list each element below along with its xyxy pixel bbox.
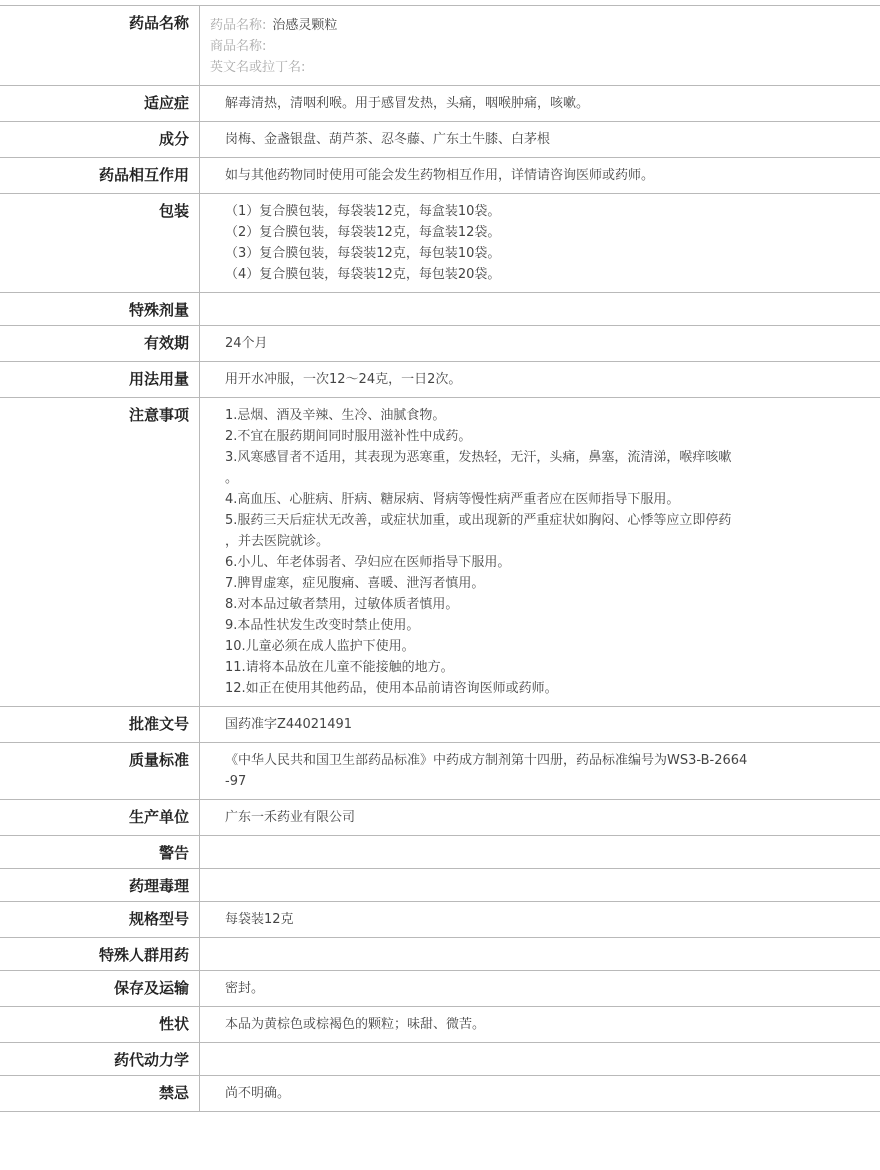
row-label: 药品名称 bbox=[0, 6, 200, 86]
table-row bbox=[0, 902, 880, 938]
value-line: 10.儿童必须在成人监护下使用。 bbox=[225, 639, 415, 654]
value-line: 6.小儿、年老体弱者、孕妇应在医师指导下服用。 bbox=[225, 555, 511, 570]
table-row bbox=[0, 971, 880, 1007]
row-value bbox=[200, 869, 880, 902]
row-label: 禁忌 bbox=[0, 1076, 200, 1112]
generic-name-row bbox=[210, 15, 880, 36]
row-drug-name bbox=[0, 6, 880, 86]
row-value bbox=[200, 836, 880, 869]
value-line: 尚不明确。 bbox=[225, 1086, 291, 1101]
latin-name-key: 英文名或拉丁名: bbox=[210, 60, 306, 75]
latin-name-row bbox=[210, 57, 880, 78]
value-line: 11.请将本品放在儿童不能接触的地方。 bbox=[225, 660, 454, 675]
value-line: （3）复合膜包装，每袋装12克，每包装10袋。 bbox=[225, 246, 501, 261]
name-block bbox=[200, 6, 880, 86]
trade-name-row bbox=[210, 36, 880, 57]
value-line: 1.忌烟、酒及辛辣、生冷、油腻食物。 bbox=[225, 408, 446, 423]
table-row bbox=[0, 194, 880, 293]
row-value bbox=[200, 86, 880, 122]
row-value bbox=[200, 398, 880, 707]
row-value bbox=[200, 800, 880, 836]
value-line: （2）复合膜包装，每袋装12克，每盒装12袋。 bbox=[225, 225, 501, 240]
row-value bbox=[200, 971, 880, 1007]
row-label: 成分 bbox=[0, 122, 200, 158]
table-row bbox=[0, 743, 880, 800]
table-row bbox=[0, 293, 880, 326]
row-label: 特殊人群用药 bbox=[0, 938, 200, 971]
value-line: （1）复合膜包装，每袋装12克，每盒装10袋。 bbox=[225, 204, 501, 219]
table-row bbox=[0, 158, 880, 194]
value-line: 8.对本品过敏者禁用，过敏体质者慎用。 bbox=[225, 597, 459, 612]
table-row bbox=[0, 869, 880, 902]
row-value bbox=[200, 194, 880, 293]
row-value bbox=[200, 902, 880, 938]
value-line: 。 bbox=[225, 471, 239, 486]
row-label: 生产单位 bbox=[0, 800, 200, 836]
table-row bbox=[0, 1043, 880, 1076]
row-value bbox=[200, 938, 880, 971]
table-row bbox=[0, 398, 880, 707]
value-line: 如与其他药物同时使用可能会发生药物相互作用，详情请咨询医师或药师。 bbox=[225, 168, 655, 183]
row-label: 注意事项 bbox=[0, 398, 200, 707]
row-label: 药理毒理 bbox=[0, 869, 200, 902]
table-row bbox=[0, 800, 880, 836]
row-label: 规格型号 bbox=[0, 902, 200, 938]
value-line: ，并去医院就诊。 bbox=[225, 534, 330, 549]
row-label: 药品相互作用 bbox=[0, 158, 200, 194]
value-line: 《中华人民共和国卫生部药品标准》中药成方制剂第十四册，药品标准编号为WS3-B-2664 bbox=[225, 753, 748, 768]
row-label: 质量标准 bbox=[0, 743, 200, 800]
table-row bbox=[0, 836, 880, 869]
value-line: 12.如正在使用其他药品，使用本品前请咨询医师或药师。 bbox=[225, 681, 558, 696]
value-line: 5.服药三天后症状无改善，或症状加重，或出现新的严重症状如胸闷、心悸等应立即停药 bbox=[225, 513, 732, 528]
table-row bbox=[0, 86, 880, 122]
row-value bbox=[200, 743, 880, 800]
row-label: 药代动力学 bbox=[0, 1043, 200, 1076]
value-line: 3.风寒感冒者不适用，其表现为恶寒重，发热轻，无汗，头痛，鼻塞，流清涕，喉痒咳嗽 bbox=[225, 450, 732, 465]
value-line: 每袋装12克 bbox=[225, 912, 294, 927]
generic-name-value: 治感灵颗粒 bbox=[272, 18, 338, 33]
row-label: 适应症 bbox=[0, 86, 200, 122]
drug-info-table bbox=[0, 5, 880, 1112]
value-line: -97 bbox=[225, 774, 247, 789]
table-row bbox=[0, 1076, 880, 1112]
table-row bbox=[0, 326, 880, 362]
row-value bbox=[200, 122, 880, 158]
table-row bbox=[0, 1007, 880, 1043]
value-line: 岗梅、金盏银盘、葫芦茶、忍冬藤、广东土牛膝、白茅根 bbox=[225, 132, 551, 147]
generic-name-key: 药品名称: bbox=[210, 18, 267, 33]
value-line: 密封。 bbox=[225, 981, 265, 996]
value-line: 解毒清热，清咽利喉。用于感冒发热，头痛，咽喉肿痛，咳嗽。 bbox=[225, 96, 590, 111]
table-row bbox=[0, 362, 880, 398]
value-line: （4）复合膜包装，每袋装12克，每包装20袋。 bbox=[225, 267, 501, 282]
value-line: 广东一禾药业有限公司 bbox=[225, 810, 356, 825]
row-label: 特殊剂量 bbox=[0, 293, 200, 326]
row-value bbox=[200, 707, 880, 743]
row-value bbox=[200, 1043, 880, 1076]
row-value bbox=[200, 158, 880, 194]
table-row bbox=[0, 707, 880, 743]
row-value bbox=[200, 362, 880, 398]
row-label: 保存及运输 bbox=[0, 971, 200, 1007]
row-value bbox=[200, 326, 880, 362]
table-row bbox=[0, 938, 880, 971]
row-label: 性状 bbox=[0, 1007, 200, 1043]
value-line: 24个月 bbox=[225, 336, 268, 351]
value-line: 2.不宜在服药期间同时服用滋补性中成药。 bbox=[225, 429, 472, 444]
row-value bbox=[200, 293, 880, 326]
row-label: 警告 bbox=[0, 836, 200, 869]
value-line: 9.本品性状发生改变时禁止使用。 bbox=[225, 618, 420, 633]
row-label: 包装 bbox=[0, 194, 200, 293]
row-value bbox=[200, 1076, 880, 1112]
row-label: 有效期 bbox=[0, 326, 200, 362]
trade-name-key: 商品名称: bbox=[210, 39, 267, 54]
value-line: 4.高血压、心脏病、肝病、糖尿病、肾病等慢性病严重者应在医师指导下服用。 bbox=[225, 492, 680, 507]
value-line: 本品为黄棕色或棕褐色的颗粒；味甜、微苦。 bbox=[225, 1017, 486, 1032]
value-line: 7.脾胃虚寒，症见腹痛、喜暖、泄泻者慎用。 bbox=[225, 576, 485, 591]
table-row bbox=[0, 122, 880, 158]
row-label: 用法用量 bbox=[0, 362, 200, 398]
row-value bbox=[200, 1007, 880, 1043]
value-line: 国药准字Z44021491 bbox=[225, 717, 353, 732]
row-label: 批准文号 bbox=[0, 707, 200, 743]
value-line: 用开水冲服，一次12～24克，一日2次。 bbox=[225, 372, 462, 387]
